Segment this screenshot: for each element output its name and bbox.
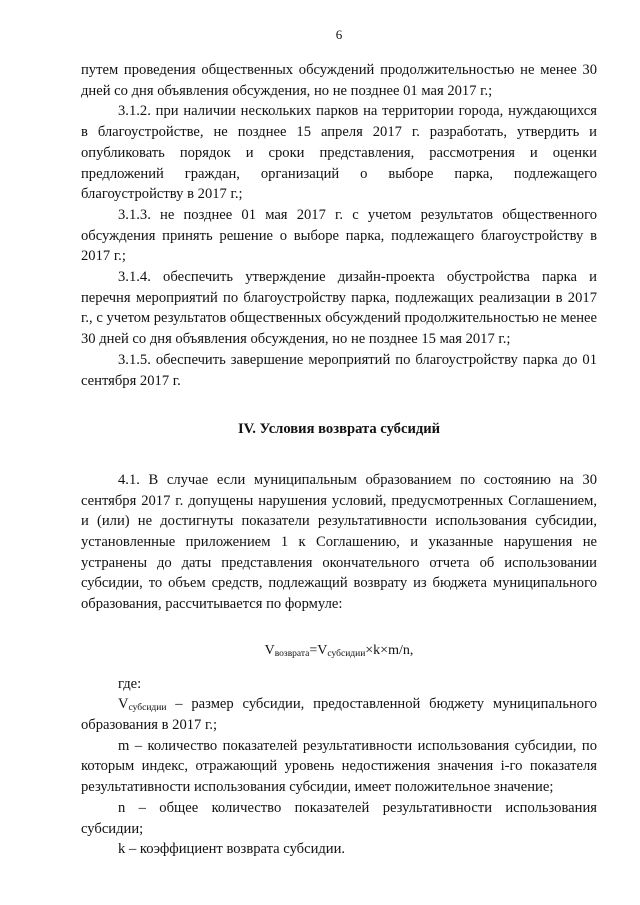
formula-sub-return: возврата	[274, 648, 310, 659]
definition-m: m – количество показателей результативности использования субсидии, по которым индекс, отражающий уровень недостижения значения i-го показателя результативности использования субсидии, имеет положительное значение;	[81, 737, 597, 796]
section-heading: IV. Условия возврата субсидий	[237, 421, 441, 438]
paragraph-continuation: путем проведения общественных обсуждений продолжительностью не менее 30 дней со дня объявления обсуждения, но не позднее 01 мая 2017 г.;	[81, 62, 597, 99]
where-label: где:	[118, 675, 142, 692]
paragraph-3-1-3: 3.1.3. не позднее 01 мая 2017 г. с учетом результатов общественного обсуждения принять решение о выборе парка, подлежащего благоустройству в 2017 г.;	[81, 206, 597, 265]
formula-sub-subsidy: субсидии	[327, 648, 366, 659]
def-v-text: – размер субсидии, предоставленной бюджету муниципального образования в 2017 г.;	[81, 696, 597, 733]
paragraph-3-1-5: 3.1.5. обеспечить завершение мероприятий по благоустройству парка до 01 сентября 2017 г.	[81, 351, 597, 389]
def-v-sub: субсидии	[128, 703, 167, 714]
paragraph-3-1-4: 3.1.4. обеспечить утверждение дизайн-проекта обустройства парка и перечня мероприятий по благоустройству парка, подлежащих реализации в 2017 г., с учетом результатов общественных обсуждений продолжительностью не менее 30 дней со дня объявления обсуждения, но не позднее 15 мая 2017 г.;	[81, 269, 597, 348]
page-number: 6	[335, 27, 343, 42]
formula-v2: V	[317, 642, 328, 658]
formula	[81, 641, 597, 662]
document-body	[81, 60, 597, 860]
formula-rest: ×k×m/n,	[365, 642, 414, 658]
paragraph-3-1-2: 3.1.2. при наличии нескольких парков на территории города, нуждающихся в благоустройстве, не позднее 15 апреля 2017 г. разработать, утвердить и опубликовать порядок и сроки представления, рассмотрения и оценки предложений граждан, организаций о выборе парка, подлежащего благоустройству в 2017 г.;	[81, 103, 597, 203]
paragraph-4-1: 4.1. В случае если муниципальным образованием по состоянию на 30 сентября 2017 г. допущены нарушения условий, предусмотренных Соглашением, и (или) не достигнуты показатели результативности использования субсидии, установленные приложением 1 к Соглашению, и указанные нарушения не устранены до даты представления окончательного отчета об использовании субсидии, то объем средств, подлежащий возврату из бюджета муниципального образования, рассчитывается по формуле:	[81, 471, 597, 613]
document-page	[81, 0, 597, 905]
definition-n: n – общее количество показателей результативности использования субсидии;	[81, 799, 597, 837]
formula-eq: =	[309, 642, 318, 658]
def-v-symbol: V	[118, 696, 129, 713]
definition-v	[81, 694, 597, 735]
formula-v1: V	[264, 642, 275, 658]
definition-k: k – коэффициент возврата субсидии.	[118, 841, 346, 858]
